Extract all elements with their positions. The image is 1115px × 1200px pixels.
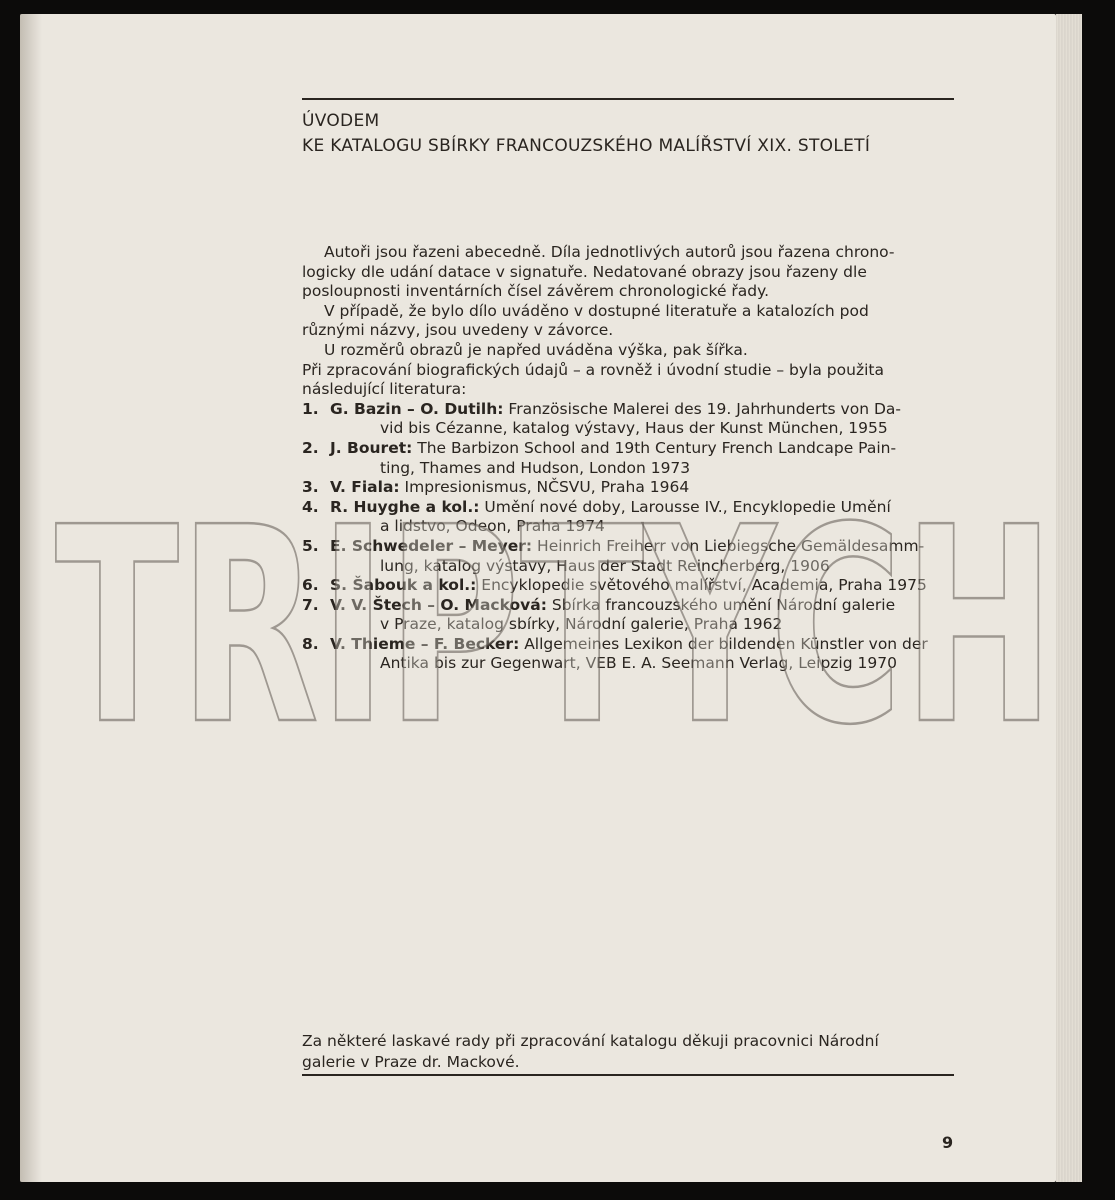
reference-item [302, 439, 954, 478]
reference-item [302, 400, 954, 439]
page-edge [1056, 14, 1082, 1182]
acknowledgement-line: galerie v Praze dr. Mackové. [302, 1053, 520, 1071]
reference-continuation: lung, katalog výstavy, Haus der Stadt Reincherberg, 1906 [380, 556, 830, 575]
intro-line: V případě, že bylo dílo uváděno v dostupné literatuře a katalozích pod [324, 301, 869, 320]
watermark-text: TRIPTYCH [55, 469, 1055, 760]
reference-text: Sbírka francouzského umění Národní galerie [546, 595, 896, 614]
heading-line-1: ÚVODEM [302, 111, 380, 131]
reference-item [302, 596, 954, 635]
reference-text: Heinrich Freiherr von Liebiegsche Gemäldesamm- [532, 536, 925, 555]
reference-item [302, 537, 954, 576]
reference-number: 2. [302, 438, 319, 457]
reference-continuation: a lidstvo, Odeon, Praha 1974 [380, 517, 605, 536]
reference-text: Französische Malerei des 19. Jahrhunderts von Da- [503, 399, 901, 418]
spine-shadow [20, 14, 42, 1182]
acknowledgement-line: Za některé laskavé rady při zpracování katalogu děkuji pracovnici Národní [302, 1032, 879, 1050]
intro-line: Při zpracování biografických údajů – a rovněž i úvodní studie – byla použita [302, 360, 884, 379]
reference-number: 6. [302, 576, 319, 595]
reference-text: Impresionismus, NČSVU, Praha 1964 [399, 478, 690, 497]
bottom-rule [302, 1074, 954, 1076]
page-heading [302, 109, 962, 159]
reference-text: Encyklopedie světového malířství, Academia, Praha 1975 [476, 576, 927, 595]
reference-author: V. Thieme – F. Becker: [330, 634, 520, 653]
reference-author: E. Schwedeler – Meyer: [330, 536, 533, 555]
reference-continuation: Antika bis zur Gegenwart, VEB E. A. Seemann Verlag, Leipzig 1970 [380, 654, 897, 673]
page-number: 9 [942, 1133, 954, 1152]
reference-author: V. Fiala: [330, 478, 400, 497]
intro-line: Autoři jsou řazeni abecedně. Díla jednotlivých autorů jsou řazena chrono- [324, 243, 895, 261]
reference-item [302, 478, 954, 498]
reference-number: 7. [302, 595, 319, 614]
heading-line-2: KE KATALOGU SBÍRKY FRANCOUZSKÉHO MALÍŘSTVÍ XIX. STOLETÍ [302, 136, 871, 156]
reference-continuation: vid bis Cézanne, katalog výstavy, Haus der Kunst München, 1955 [380, 419, 888, 438]
reference-number: 4. [302, 497, 319, 516]
reference-item [302, 498, 954, 537]
reference-text: The Barbizon School and 19th Century French Landcape Pain- [412, 438, 897, 457]
reference-number: 5. [302, 536, 319, 555]
reference-number: 3. [302, 478, 319, 497]
intro-line: posloupnosti inventárních čísel závěrem chronologické řady. [302, 282, 770, 301]
reference-continuation: v Praze, katalog sbírky, Národní galerie, Praha 1962 [380, 615, 783, 634]
acknowledgement [302, 1031, 954, 1073]
reference-number: 1. [302, 399, 319, 418]
reference-author: G. Bazin – O. Dutilh: [330, 399, 504, 418]
intro-line: různými názvy, jsou uvedeny v závorce. [302, 321, 614, 340]
intro-line: logicky dle udání datace v signatuře. Nedatované obrazy jsou řazeny dle [302, 262, 867, 281]
reference-item [302, 635, 954, 674]
intro-line: následující literatura: [302, 380, 467, 399]
reference-author: R. Huyghe a kol.: [330, 497, 480, 516]
top-rule [302, 98, 954, 100]
intro-line: U rozměrů obrazů je napřed uváděna výška, pak šířka. [324, 340, 748, 359]
reference-item [302, 576, 954, 596]
reference-number: 8. [302, 634, 319, 653]
reference-continuation: ting, Thames and Hudson, London 1973 [380, 458, 691, 477]
reference-list [302, 400, 954, 674]
reference-text: Allgemeines Lexikon der bildenden Künstler von der [519, 634, 928, 653]
reference-author: V. V. Štech – O. Macková: [330, 595, 547, 614]
reference-author: J. Bouret: [330, 438, 413, 457]
body-text [302, 243, 954, 674]
reference-author: S. Šabouk a kol.: [330, 576, 477, 595]
reference-text: Umění nové doby, Larousse IV., Encyklopedie Umění [479, 497, 891, 516]
